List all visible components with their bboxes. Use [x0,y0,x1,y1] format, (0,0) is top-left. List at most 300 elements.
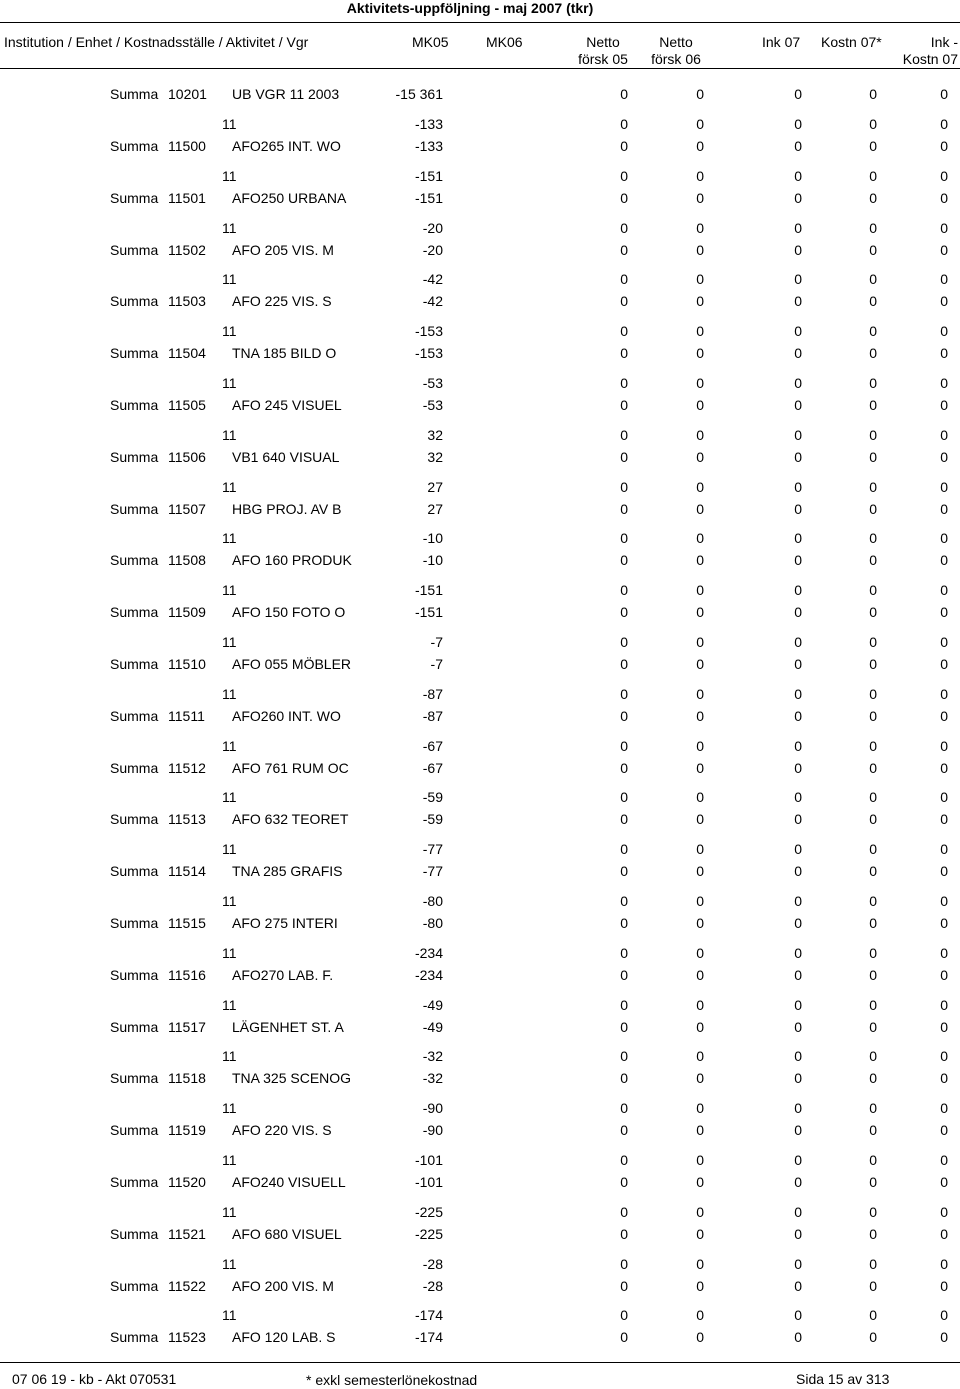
summary-netto05: 0 [620,1122,628,1138]
summary-name: AFO260 INT. WO [232,708,341,724]
summary-label: Summa [110,1122,159,1138]
summary-label: Summa [110,656,159,672]
summary-netto06: 0 [696,1122,704,1138]
vgr-netto06: 0 [696,1204,704,1220]
vgr-ink07: 0 [794,1307,802,1323]
summary-netto05: 0 [620,552,628,568]
vgr-kostn07: 0 [869,116,877,132]
vgr-netto06: 0 [696,168,704,184]
summary-kostn07: 0 [869,863,877,879]
header-netto05-line1: Netto [586,34,620,50]
summary-name: HBG PROJ. AV B [232,501,342,517]
summary-code: 11505 [168,397,206,413]
summary-mk05: -7 [430,656,443,672]
header-netto-forsk-06 [648,34,704,68]
summary-name: AFO 245 VISUEL [232,397,342,413]
summary-ink07: 0 [794,449,802,465]
vgr-mk05: -174 [414,1307,443,1323]
vgr-netto06: 0 [696,841,704,857]
vgr-kostn07: 0 [869,997,877,1013]
summary-name: TNA 325 SCENOG [232,1070,352,1086]
summary-kostn07: 0 [869,345,877,361]
vgr-ink07: 0 [794,427,802,443]
summary-ink07: 0 [794,604,802,620]
summary-name: AFO 160 PRODUK [232,552,352,568]
summary-netto06: 0 [696,138,704,154]
summary-mk05: -49 [422,1019,443,1035]
summary-label: Summa [110,863,159,879]
summary-netto05: 0 [620,501,628,517]
summary-kostn07: 0 [869,552,877,568]
vgr-kostn07: 0 [869,1256,877,1272]
vgr-inkkostn: 0 [940,168,948,184]
summary-netto05: 0 [620,1226,628,1242]
vgr-ink07: 0 [794,168,802,184]
vgr-kostn07: 0 [869,945,877,961]
summary-netto05: 0 [620,138,628,154]
summary-code: 11518 [168,1070,206,1086]
vgr-ink07: 0 [794,323,802,339]
summary-label: Summa [110,1070,159,1086]
summary-code: 11513 [168,811,206,827]
vgr-kostn07: 0 [869,530,877,546]
summary-ink07: 0 [794,345,802,361]
summary-mk05: -153 [414,345,443,361]
vgr-code: 11 [222,1256,237,1272]
summary-label: Summa [110,449,159,465]
vgr-ink07: 0 [794,945,802,961]
summary-name: AFO 055 MÖBLER [232,656,352,672]
vgr-ink07: 0 [794,1152,802,1168]
summary-label: Summa [110,552,159,568]
summary-mk05: -151 [414,604,443,620]
summary-kostn07: 0 [869,242,877,258]
vgr-inkkostn: 0 [940,1100,948,1116]
summary-label: Summa [110,811,159,827]
vgr-mk05: -151 [414,582,443,598]
vgr-code: 11 [222,168,237,184]
summary-code: 11503 [168,293,206,309]
summary-ink07: 0 [794,552,802,568]
summary-label: Summa [110,1329,159,1345]
summary-netto05: 0 [620,708,628,724]
vgr-inkkostn: 0 [940,686,948,702]
vgr-inkkostn: 0 [940,1204,948,1220]
summary-mk05: -20 [422,242,443,258]
vgr-ink07: 0 [794,738,802,754]
vgr-kostn07: 0 [869,427,877,443]
vgr-netto06: 0 [696,1307,704,1323]
summary-netto05: 0 [620,1174,628,1190]
vgr-code: 11 [222,1307,237,1323]
summary-inkkostn: 0 [940,1174,948,1190]
vgr-ink07: 0 [794,582,802,598]
vgr-ink07: 0 [794,375,802,391]
vgr-inkkostn: 0 [940,945,948,961]
summary-name: AFO 220 VIS. S [232,1122,332,1138]
summary-name: AFO270 LAB. F. [232,967,334,983]
header-netto06-line2: försk 06 [651,51,701,67]
vgr-mk05: -59 [422,789,443,805]
summary-mk05: -225 [414,1226,443,1242]
summary-inkkostn: 0 [940,604,948,620]
summary-inkkostn: 0 [940,190,948,206]
summary-kostn07: 0 [869,915,877,931]
vgr-kostn07: 0 [869,1307,877,1323]
summary-netto06: 0 [696,967,704,983]
summary-netto06: 0 [696,449,704,465]
vgr-netto05: 0 [620,479,628,495]
vgr-mk05: -133 [414,116,443,132]
summary-inkkostn: 0 [940,1070,948,1086]
header-netto-forsk-05 [578,34,628,68]
summary-inkkostn: 0 [940,811,948,827]
vgr-ink07: 0 [794,841,802,857]
vgr-kostn07: 0 [869,893,877,909]
summary-name: AFO 275 INTERI [232,915,338,931]
vgr-mk05: -151 [414,168,443,184]
summary-netto05: 0 [620,1329,628,1345]
summary-name: AFO 680 VISUEL [232,1226,342,1242]
vgr-netto06: 0 [696,116,704,132]
summary-kostn07: 0 [869,1226,877,1242]
summary-kostn07: 0 [869,86,877,102]
summary-kostn07: 0 [869,138,877,154]
summary-inkkostn: 0 [940,86,948,102]
vgr-ink07: 0 [794,116,802,132]
summary-netto06: 0 [696,760,704,776]
summary-ink07: 0 [794,1122,802,1138]
summary-name: AFO 632 TEORET [232,811,349,827]
vgr-kostn07: 0 [869,1048,877,1064]
vgr-ink07: 0 [794,1256,802,1272]
summary-inkkostn: 0 [940,501,948,517]
vgr-netto05: 0 [620,738,628,754]
header-netto06-line1: Netto [659,34,693,50]
summary-mk05: -234 [414,967,443,983]
summary-mk05: -77 [422,863,443,879]
vgr-netto06: 0 [696,893,704,909]
summary-mk05: -28 [422,1278,443,1294]
summary-ink07: 0 [794,656,802,672]
summary-code: 11515 [168,915,206,931]
summary-label: Summa [110,915,159,931]
summary-inkkostn: 0 [940,1329,948,1345]
summary-name: UB VGR 11 2003 [232,86,340,102]
vgr-netto06: 0 [696,323,704,339]
summary-ink07: 0 [794,915,802,931]
summary-ink07: 0 [794,1019,802,1035]
summary-kostn07: 0 [869,1070,877,1086]
vgr-netto06: 0 [696,1152,704,1168]
vgr-netto05: 0 [620,271,628,287]
vgr-ink07: 0 [794,686,802,702]
vgr-ink07: 0 [794,271,802,287]
vgr-inkkostn: 0 [940,271,948,287]
vgr-mk05: -87 [422,686,443,702]
vgr-ink07: 0 [794,634,802,650]
vgr-code: 11 [222,738,237,754]
summary-inkkostn: 0 [940,656,948,672]
summary-netto06: 0 [696,604,704,620]
summary-kostn07: 0 [869,190,877,206]
vgr-inkkostn: 0 [940,893,948,909]
summary-inkkostn: 0 [940,345,948,361]
vgr-kostn07: 0 [869,738,877,754]
vgr-netto05: 0 [620,841,628,857]
vgr-netto05: 0 [620,789,628,805]
vgr-netto06: 0 [696,220,704,236]
vgr-kostn07: 0 [869,220,877,236]
vgr-inkkostn: 0 [940,427,948,443]
summary-label: Summa [110,242,159,258]
vgr-inkkostn: 0 [940,582,948,598]
summary-ink07: 0 [794,190,802,206]
summary-mk05: -53 [422,397,443,413]
summary-netto05: 0 [620,190,628,206]
header-mk05: MK05 [412,34,449,50]
summary-mk05: -101 [414,1174,443,1190]
summary-code: 11522 [168,1278,206,1294]
summary-name: AFO 205 VIS. M [232,242,334,258]
vgr-mk05: -49 [422,997,443,1013]
vgr-netto05: 0 [620,634,628,650]
vgr-netto06: 0 [696,1100,704,1116]
vgr-netto05: 0 [620,893,628,909]
vgr-inkkostn: 0 [940,323,948,339]
summary-name: TNA 285 GRAFIS [232,863,343,879]
summary-inkkostn: 0 [940,708,948,724]
summary-netto06: 0 [696,190,704,206]
vgr-netto06: 0 [696,789,704,805]
vgr-code: 11 [222,582,237,598]
vgr-mk05: -42 [422,271,443,287]
summary-inkkostn: 0 [940,967,948,983]
summary-kostn07: 0 [869,1019,877,1035]
summary-mk05: -15 361 [395,86,443,102]
summary-netto06: 0 [696,708,704,724]
summary-label: Summa [110,708,159,724]
summary-ink07: 0 [794,1329,802,1345]
summary-ink07: 0 [794,242,802,258]
vgr-kostn07: 0 [869,1152,877,1168]
summary-code: 11509 [168,604,206,620]
summary-netto05: 0 [620,1070,628,1086]
vgr-kostn07: 0 [869,686,877,702]
vgr-ink07: 0 [794,1100,802,1116]
summary-code: 11521 [168,1226,206,1242]
summary-kostn07: 0 [869,449,877,465]
header-mk06: MK06 [486,34,523,50]
header-bottom-rule [0,68,960,69]
header-netto05-line2: försk 05 [578,51,628,67]
footer-left: 07 06 19 - kb - Akt 070531 [12,1371,177,1387]
vgr-code: 11 [222,116,237,132]
vgr-inkkostn: 0 [940,997,948,1013]
vgr-netto05: 0 [620,427,628,443]
summary-code: 11510 [168,656,206,672]
summary-inkkostn: 0 [940,293,948,309]
summary-ink07: 0 [794,1278,802,1294]
summary-ink07: 0 [794,86,802,102]
summary-ink07: 0 [794,138,802,154]
summary-label: Summa [110,760,159,776]
summary-inkkostn: 0 [940,242,948,258]
summary-code: 11502 [168,242,206,258]
summary-ink07: 0 [794,1070,802,1086]
summary-code: 11504 [168,345,206,361]
summary-ink07: 0 [794,397,802,413]
vgr-mk05: -101 [414,1152,443,1168]
summary-netto05: 0 [620,293,628,309]
vgr-mk05: -67 [422,738,443,754]
summary-netto06: 0 [696,656,704,672]
summary-ink07: 0 [794,293,802,309]
vgr-netto05: 0 [620,997,628,1013]
summary-label: Summa [110,1278,159,1294]
summary-code: 10201 [168,86,207,102]
summary-mk05: -67 [422,760,443,776]
summary-code: 11508 [168,552,206,568]
summary-kostn07: 0 [869,501,877,517]
summary-kostn07: 0 [869,1174,877,1190]
footer-note: * exkl semesterlönekostnad [306,1372,478,1388]
vgr-kostn07: 0 [869,582,877,598]
vgr-kostn07: 0 [869,841,877,857]
vgr-netto05: 0 [620,116,628,132]
summary-netto06: 0 [696,397,704,413]
vgr-kostn07: 0 [869,375,877,391]
summary-mk05: 27 [427,501,443,517]
vgr-code: 11 [222,323,237,339]
summary-netto05: 0 [620,863,628,879]
summary-label: Summa [110,86,159,102]
summary-mk05: -10 [422,552,443,568]
summary-code: 11500 [168,138,206,154]
summary-netto06: 0 [696,811,704,827]
summary-ink07: 0 [794,811,802,827]
summary-netto05: 0 [620,656,628,672]
summary-inkkostn: 0 [940,760,948,776]
summary-mk05: -133 [414,138,443,154]
vgr-code: 11 [222,375,237,391]
vgr-netto05: 0 [620,1048,628,1064]
vgr-code: 11 [222,634,237,650]
vgr-ink07: 0 [794,789,802,805]
summary-netto06: 0 [696,242,704,258]
summary-ink07: 0 [794,1174,802,1190]
summary-netto05: 0 [620,345,628,361]
vgr-mk05: -32 [422,1048,443,1064]
summary-name: AFO 200 VIS. M [232,1278,334,1294]
summary-netto06: 0 [696,552,704,568]
vgr-netto05: 0 [620,945,628,961]
summary-kostn07: 0 [869,656,877,672]
vgr-inkkostn: 0 [940,789,948,805]
vgr-kostn07: 0 [869,168,877,184]
summary-code: 11506 [168,449,206,465]
summary-mk05: -42 [422,293,443,309]
summary-netto05: 0 [620,915,628,931]
header-ink-kostn07 [896,34,958,68]
vgr-code: 11 [222,686,237,702]
summary-code: 11514 [168,863,206,879]
summary-netto06: 0 [696,345,704,361]
header-inkkostn-line2: Kostn 07 [902,51,958,67]
summary-netto05: 0 [620,1278,628,1294]
summary-code: 11512 [168,760,206,776]
summary-netto06: 0 [696,1329,704,1345]
summary-inkkostn: 0 [940,1226,948,1242]
summary-mk05: -59 [422,811,443,827]
summary-netto05: 0 [620,760,628,776]
vgr-inkkostn: 0 [940,116,948,132]
vgr-inkkostn: 0 [940,1307,948,1323]
summary-name: AFO 120 LAB. S [232,1329,336,1345]
vgr-code: 11 [222,1152,237,1168]
vgr-mk05: -10 [422,530,443,546]
vgr-kostn07: 0 [869,271,877,287]
summary-label: Summa [110,190,159,206]
summary-name: VB1 640 VISUAL [232,449,340,465]
summary-name: TNA 185 BILD O [232,345,337,361]
vgr-ink07: 0 [794,997,802,1013]
summary-code: 11501 [168,190,206,206]
vgr-code: 11 [222,1204,237,1220]
vgr-ink07: 0 [794,1048,802,1064]
vgr-inkkostn: 0 [940,1048,948,1064]
vgr-code: 11 [222,271,237,287]
vgr-inkkostn: 0 [940,375,948,391]
summary-code: 11520 [168,1174,206,1190]
vgr-code: 11 [222,997,237,1013]
summary-netto05: 0 [620,242,628,258]
summary-name: AFO 761 RUM OC [232,760,349,776]
vgr-kostn07: 0 [869,479,877,495]
summary-mk05: -87 [422,708,443,724]
summary-inkkostn: 0 [940,1278,948,1294]
summary-label: Summa [110,397,159,413]
vgr-kostn07: 0 [869,789,877,805]
summary-inkkostn: 0 [940,1122,948,1138]
vgr-netto06: 0 [696,997,704,1013]
footer-page: Sida 15 av 313 [796,1371,890,1387]
vgr-mk05: 32 [427,427,443,443]
summary-inkkostn: 0 [940,915,948,931]
vgr-ink07: 0 [794,530,802,546]
summary-inkkostn: 0 [940,138,948,154]
vgr-netto05: 0 [620,1307,628,1323]
vgr-code: 11 [222,427,237,443]
summary-kostn07: 0 [869,760,877,776]
vgr-ink07: 0 [794,479,802,495]
summary-mk05: -32 [422,1070,443,1086]
summary-code: 11517 [168,1019,206,1035]
summary-code: 11511 [168,708,205,724]
summary-kostn07: 0 [869,604,877,620]
vgr-netto06: 0 [696,738,704,754]
vgr-code: 11 [222,1100,237,1116]
vgr-inkkostn: 0 [940,479,948,495]
vgr-ink07: 0 [794,220,802,236]
vgr-netto05: 0 [620,530,628,546]
vgr-kostn07: 0 [869,323,877,339]
summary-code: 11523 [168,1329,206,1345]
summary-name: AFO265 INT. WO [232,138,341,154]
vgr-mk05: -53 [422,375,443,391]
vgr-netto06: 0 [696,1048,704,1064]
summary-netto06: 0 [696,863,704,879]
